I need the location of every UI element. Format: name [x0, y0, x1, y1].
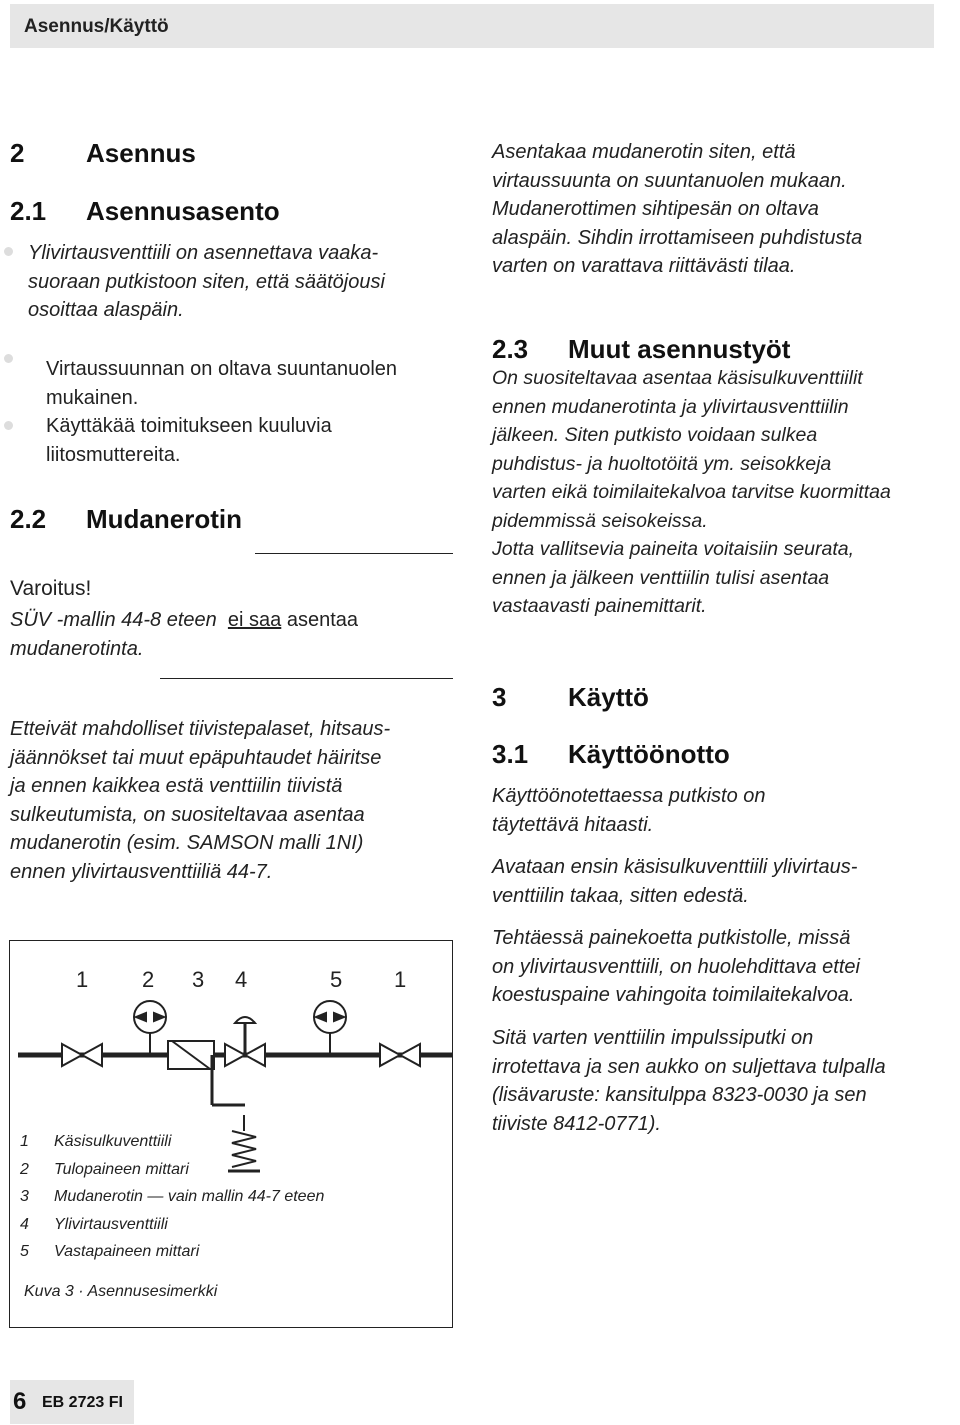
text-line: ennen mudanerotinta ja ylivirtausventtiilin — [492, 395, 849, 418]
legend-item — [18, 1243, 324, 1271]
text-line: Käyttöönotettaessa putkisto on — [492, 785, 766, 807]
text-line: mudanerotin (esim. SAMSON malli 1NI) — [10, 832, 364, 854]
text-line: suoraan putkistoon siten, että säätöjousi — [28, 270, 385, 293]
text-line: Etteivät mahdolliset tiivistepalaset, hitsaus- — [10, 718, 391, 740]
text-line: pidemmissä seisokeissa. — [492, 509, 708, 532]
warning-title: Varoitus! — [10, 577, 92, 600]
text-line: On suositeltavaa asentaa käsisulkuventtiilit — [492, 367, 863, 389]
text-line: ennen ylivirtausventtiiliä 44-7. — [10, 860, 273, 883]
diagram-label-4: 4 — [235, 967, 248, 992]
paragraph — [492, 138, 952, 281]
heading-title: Muut asennustyöt — [568, 334, 791, 364]
diagram-label-1b: 1 — [394, 967, 407, 992]
legend-number: 2 — [20, 1160, 29, 1178]
text-line: Ylivirtausventtiili on asennettava vaaka- — [28, 242, 379, 264]
legend-text: Tulopaineen mittari — [54, 1160, 189, 1178]
bullet-icon — [4, 354, 13, 363]
legend-number: 4 — [20, 1215, 29, 1233]
warning-text-c: asentaa — [286, 609, 359, 631]
paragraph — [492, 364, 958, 621]
heading-title: Käyttö — [568, 682, 649, 712]
text-line: tiiviste 8412-0771). — [492, 1112, 661, 1135]
document-id: EB 2723 FI — [42, 1394, 123, 1411]
heading-2-3 — [492, 334, 790, 365]
text-line: on ylivirtausventtiili, on huolehdittava ettei — [492, 955, 860, 978]
text-line: jäännökset tai muut epäpuhtaudet häiritse — [10, 746, 382, 769]
text-line: Virtaussuunnan on oltava suuntanuolen — [46, 358, 398, 380]
heading-number: 2.1 — [10, 196, 47, 226]
page-number: 6 — [13, 1388, 27, 1415]
heading-number: 3 — [492, 682, 507, 712]
heading-number: 3.1 — [492, 739, 529, 769]
legend-number: 3 — [20, 1188, 29, 1205]
divider — [160, 678, 453, 679]
text-line: osoittaa alaspäin. — [28, 299, 184, 321]
legend-text: Ylivirtausventtiili — [54, 1215, 168, 1233]
text-line: jälkeen. Siten putkisto voidaan sulkea — [492, 424, 818, 446]
paragraph — [10, 715, 455, 886]
paragraph — [492, 1024, 952, 1138]
text-line: Avataan ensin käsisulkuventtiili ylivirtaus- — [492, 856, 858, 878]
heading-title: Käyttöönotto — [568, 739, 730, 769]
bullet-text-3 — [46, 412, 456, 469]
text-line: vastaavasti painemittarit. — [492, 595, 707, 617]
text-line: Käyttäkää toimitukseen kuuluvia — [46, 415, 332, 437]
divider — [255, 553, 453, 554]
text-line: Sitä varten venttiilin impulssiputki on — [492, 1027, 814, 1049]
text-line: varten eikä toimilaitekalvoa tarvitse kuormittaa — [492, 481, 891, 503]
legend-item — [18, 1188, 324, 1216]
legend-number: 5 — [20, 1243, 29, 1260]
text-line: virtaussuunta on suuntanuolen mukaan. — [492, 169, 847, 192]
text-line: venttiilin takaa, sitten edestä. — [492, 884, 749, 907]
warning-text — [10, 606, 450, 635]
legend-item — [18, 1133, 324, 1161]
figure-box — [9, 940, 453, 1328]
heading-number: 2.2 — [10, 504, 47, 534]
heading-3-1 — [492, 739, 730, 770]
header-title: Asennus/Käyttö — [24, 16, 169, 37]
text-line: Jotta vallitsevia paineita voitaisiin seurata, — [492, 538, 855, 560]
legend-text: Käsisulkuventtiili — [54, 1133, 172, 1150]
heading-3 — [492, 682, 649, 713]
bullet-text-1 — [28, 239, 448, 325]
figure-caption: Kuva 3 · Asennusesimerkki — [24, 1283, 218, 1300]
legend-number: 1 — [20, 1133, 29, 1150]
diagram-label-1: 1 — [76, 967, 89, 992]
warning-text-d: mudanerotinta. — [10, 638, 144, 660]
paragraph — [492, 853, 952, 910]
header-bar — [10, 4, 934, 48]
text-line: ennen ja jälkeen venttiilin tulisi asentaa — [492, 566, 830, 589]
text-line: Tehtäessä painekoetta putkistolle, missä — [492, 927, 851, 949]
warning-text-a: SÜV -mallin 44-8 eteen — [10, 609, 217, 631]
footer — [10, 1380, 134, 1424]
legend-text: Vastapaineen mittari — [54, 1243, 200, 1260]
diagram-label-2: 2 — [142, 967, 155, 992]
paragraph — [492, 782, 952, 839]
heading-number: 2.3 — [492, 334, 529, 364]
heading-2-2 — [10, 504, 242, 535]
text-line: koestuspaine vahingoita toimilaitekalvoa. — [492, 984, 855, 1006]
piping-diagram — [10, 941, 452, 1141]
text-line: Asentakaa mudanerotin siten, että — [492, 141, 796, 163]
heading-2-1 — [10, 196, 280, 227]
text-line: irrotettava ja sen aukko on suljettava tulpalla — [492, 1055, 886, 1078]
text-line: liitosmuttereita. — [46, 443, 181, 466]
bullet-icon — [4, 247, 13, 256]
heading-title: Asennusasento — [86, 196, 280, 226]
text-line: alaspäin. Sihdin irrottamiseen puhdistusta — [492, 226, 863, 249]
text-line: täytettävä hitaasti. — [492, 813, 654, 836]
paragraph — [492, 924, 952, 1010]
legend-item — [18, 1161, 324, 1189]
text-line: varten on varattava riittävästi tilaa. — [492, 255, 796, 277]
heading-number: 2 — [10, 138, 25, 168]
text-line: Mudanerottimen sihtipesän on oltava — [492, 198, 819, 220]
bullet-icon — [4, 421, 13, 430]
warning-text-b: ei saa — [227, 609, 282, 631]
figure-legend — [18, 1133, 324, 1271]
text-line: ja ennen kaikkea estä venttiilin tiivistä — [10, 775, 343, 797]
legend-item — [18, 1216, 324, 1244]
bullet-text-2 — [46, 355, 456, 412]
text-line: sulkeutumista, on suositeltavaa asentaa — [10, 803, 365, 826]
text-line: puhdistus- ja huoltotöitä ym. seisokkeja — [492, 452, 832, 475]
diagram-label-3: 3 — [192, 967, 205, 992]
text-line: (lisävaruste: kansitulppa 8323-0030 ja sen — [492, 1084, 867, 1106]
heading-title: Asennus — [86, 138, 196, 168]
text-line: mukainen. — [46, 386, 139, 409]
legend-text: Mudanerotin — vain mallin 44-7 eteen — [54, 1188, 325, 1205]
heading-2 — [10, 138, 196, 169]
heading-title: Mudanerotin — [86, 504, 242, 534]
diagram-label-5: 5 — [330, 967, 343, 992]
